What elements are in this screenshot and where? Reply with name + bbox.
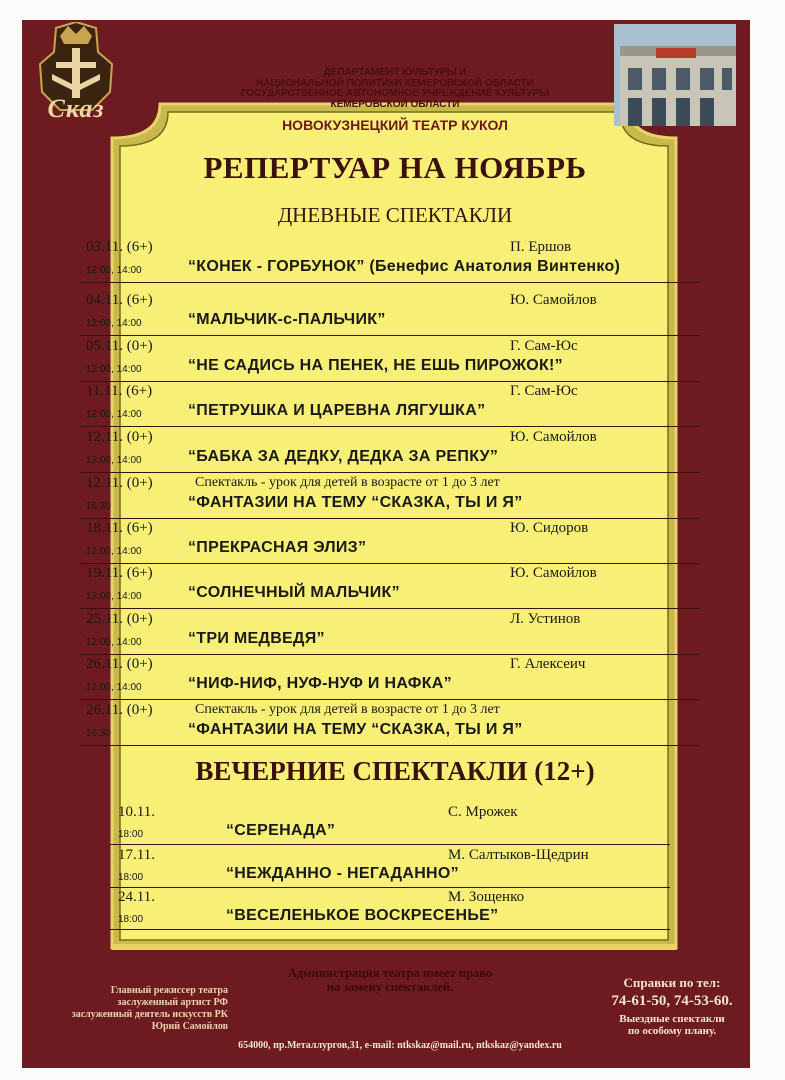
show-times: 12:00, 14:00	[86, 637, 142, 648]
show-author: М. Салтыков-Щедрин	[448, 847, 589, 863]
department-line: КЕМЕРОВСКОЙ ОБЛАСТИ	[330, 98, 460, 110]
address-line: 654000, пр.Металлургов,31, e-mail: ntkskaz@mail.ru, ntkskaz@yandex.ru	[238, 1040, 562, 1051]
show-title: “БАБКА ЗА ДЕДКУ, ДЕДКА ЗА РЕПКУ”	[188, 448, 499, 465]
day-show-row	[80, 237, 700, 283]
show-times: 12:00, 14:00	[86, 318, 142, 329]
director-credits	[28, 985, 228, 1033]
show-author: Л. Устинов	[510, 611, 581, 627]
show-times: 18:00	[118, 829, 144, 840]
day-show-row	[80, 518, 700, 564]
show-times: 16:30	[86, 728, 112, 739]
show-author: Ю. Самойлов	[510, 565, 597, 581]
day-show-row	[80, 381, 700, 427]
page-title: РЕПЕРТУАР НА НОЯБРЬ	[203, 150, 587, 185]
director-line: Главный режиссер театра	[110, 985, 228, 996]
show-title: “НЕ САДИСЬ НА ПЕНЕК, НЕ ЕШЬ ПИРОЖОК!”	[188, 357, 563, 374]
show-times: 18:00	[118, 872, 144, 883]
show-date: 04.11. (6+)	[86, 292, 153, 308]
show-author: Г. Сам-Юс	[510, 338, 578, 354]
show-date: 18.11. (6+)	[86, 520, 153, 536]
show-title: “ФАНТАЗИИ НА ТЕМУ “СКАЗКА, ТЫ И Я”	[188, 494, 523, 511]
show-author: М. Зощенко	[448, 889, 525, 905]
department-line: НАЦИОНАЛЬНОЙ ПОЛИТИКИ КЕМЕРОВСКОЙ ОБЛАСТИ	[256, 77, 534, 89]
show-title: “ПЕТРУШКА И ЦАРЕВНА ЛЯГУШКА”	[188, 402, 486, 419]
day-show-row	[80, 427, 700, 473]
show-title: “НЕЖДАННО - НЕГАДАННО”	[226, 865, 459, 882]
show-author: Г. Алексеич	[510, 656, 586, 672]
show-times: 12:00, 14:00	[86, 546, 142, 557]
show-title: “МАЛЬЧИК-с-ПАЛЬЧИК”	[188, 311, 386, 328]
show-author: Г. Сам-Юс	[510, 383, 578, 399]
show-date: 24.11.	[118, 889, 155, 905]
show-times: 16:30	[86, 501, 112, 512]
show-times: 12:00, 14:00	[86, 682, 142, 693]
day-show-row	[80, 473, 700, 519]
department-line: ГОСУДАРСТВЕННОЕ АВТОНОМНОЕ УЧРЕЖДЕНИЕ КУЛЬТУРЫ	[240, 88, 550, 99]
evening-show-row	[110, 887, 670, 930]
show-date: 25.11. (0+)	[86, 611, 153, 627]
evening-show-row	[110, 802, 670, 845]
show-note: Спектакль - урок для детей в возрасте от 1 до 3 лет	[195, 702, 500, 717]
director-line: заслуженный деятель искусств РК	[71, 1009, 228, 1020]
show-date: 26.11. (0+)	[86, 702, 153, 718]
show-date: 03.11. (6+)	[86, 239, 153, 255]
show-title: “ФАНТАЗИИ НА ТЕМУ “СКАЗКА, ТЫ И Я”	[188, 721, 523, 738]
show-times: 18:00	[118, 914, 144, 925]
show-times: 12:00, 14:00	[86, 455, 142, 466]
day-shows-heading: ДНЕВНЫЕ СПЕКТАКЛИ	[277, 203, 513, 227]
show-title: “КОНЕК - ГОРБУНОК” (Бенефис Анатолия Винтенко)	[188, 258, 621, 275]
show-times: 12:00, 14:00	[86, 409, 142, 420]
show-times: 12:00, 14:00	[86, 265, 142, 276]
director-line: заслуженный артист РФ	[117, 997, 228, 1008]
day-show-row	[80, 700, 700, 746]
day-show-row	[80, 290, 700, 336]
trips-line: Выездные спектакли	[619, 1013, 725, 1025]
show-author: Ю. Сидоров	[510, 520, 589, 536]
show-title: “ВЕСЕЛЕНЬКОЕ ВОСКРЕСЕНЬЕ”	[226, 907, 499, 924]
show-author: С. Мрожек	[448, 804, 518, 820]
theatre-building-photo	[614, 24, 736, 126]
show-date: 26.11. (0+)	[86, 656, 153, 672]
show-date: 05.11. (0+)	[86, 338, 153, 354]
show-date: 10.11.	[118, 804, 155, 820]
department-line: ДЕПАРТАМЕНТ КУЛЬТУРЫ И	[323, 67, 467, 78]
evening-show-row	[110, 845, 670, 888]
show-date: 17.11.	[118, 847, 155, 863]
show-title: “ПРЕКРАСНАЯ ЭЛИЗ”	[188, 539, 367, 556]
evening-shows-heading: ВЕЧЕРНИЕ СПЕКТАКЛИ (12+)	[195, 756, 595, 786]
show-times: 12:00, 14:00	[86, 591, 142, 602]
trips-notice	[572, 1013, 772, 1037]
show-author: Ю. Самойлов	[510, 292, 597, 308]
phone-label: Справки по тел:	[623, 975, 721, 990]
day-show-row	[80, 336, 700, 382]
show-times: 12:00, 14:00	[86, 364, 142, 375]
day-show-row	[80, 609, 700, 655]
show-author: Ю. Самойлов	[510, 429, 597, 445]
logo-text: Сказ	[47, 94, 105, 123]
admin-notice-line: на замену спектаклей.	[326, 980, 454, 994]
show-title: “НИФ-НИФ, НУФ-НУФ И НАФКА”	[188, 675, 452, 692]
trips-line: по особому плану.	[627, 1025, 717, 1037]
show-note: Спектакль - урок для детей в возрасте от 1 до 3 лет	[195, 475, 500, 490]
phone-info	[572, 975, 772, 1037]
show-date: 19.11. (6+)	[86, 565, 153, 581]
show-author: П. Ершов	[510, 239, 572, 255]
show-title: “СЕРЕНАДА”	[226, 822, 336, 839]
department-block	[220, 68, 570, 110]
show-date: 11.11. (6+)	[86, 383, 153, 399]
theatre-name: НОВОКУЗНЕЦКИЙ ТЕАТР КУКОЛ	[282, 117, 508, 133]
admin-notice-line: Администрация театра имеет право	[287, 966, 493, 980]
day-show-row	[80, 654, 700, 700]
director-line: Юрий Самойлов	[151, 1021, 228, 1032]
show-title: “ТРИ МЕДВЕДЯ”	[188, 630, 325, 647]
show-title: “СОЛНЕЧНЫЙ МАЛЬЧИК”	[188, 584, 400, 601]
panel-bottom-bar	[112, 944, 676, 950]
admin-notice	[190, 966, 590, 994]
day-show-row	[80, 563, 700, 609]
show-date: 12.11. (0+)	[86, 429, 153, 445]
phone-numbers: 74-61-50, 74-53-60.	[611, 993, 733, 1009]
show-date: 12.11. (0+)	[86, 475, 153, 491]
